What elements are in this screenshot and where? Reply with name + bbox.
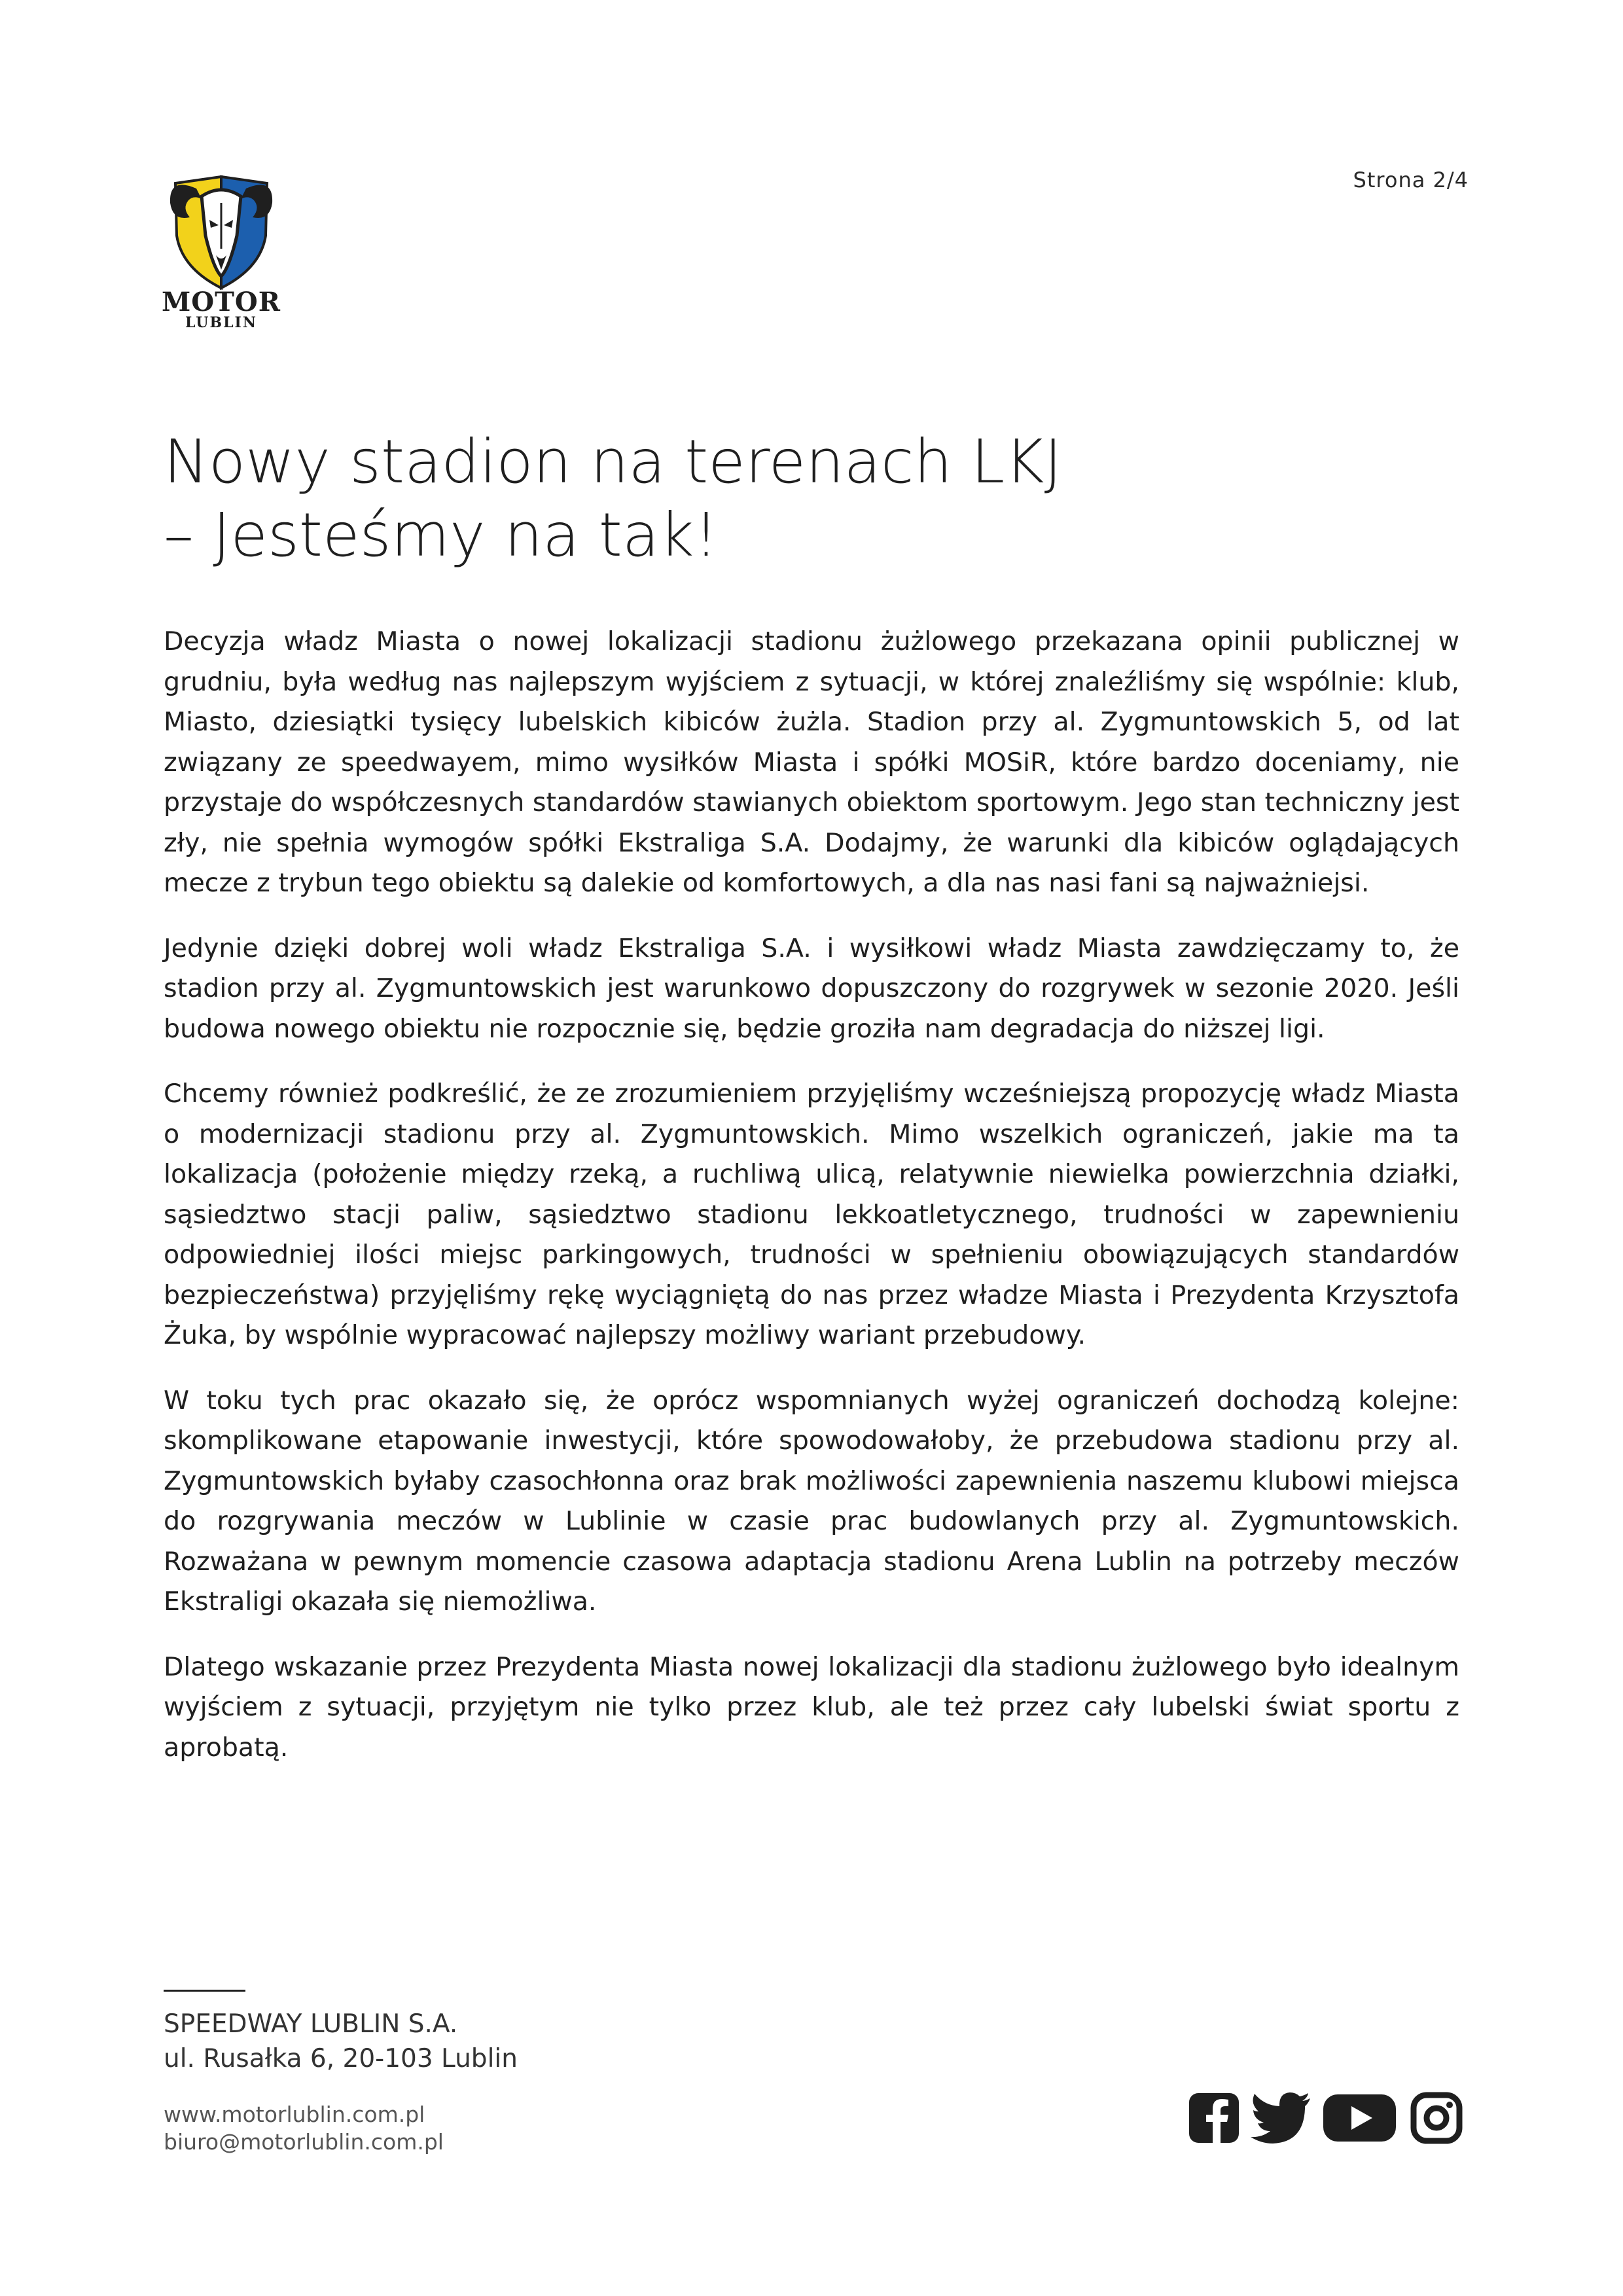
- company-block: [164, 2007, 518, 2076]
- paragraph: Decyzja władz Miasta o nowej lokalizacji stadionu żużlowego przekazana opinii publicznej w grudniu, była według nas najlepszym wyjściem z sytuacji, w której znaleźliśmy się wspólnie: klub, Miasto, dziesiątki tysięcy lubelskich kibiców żużla. Stadion przy al. Zygmuntowskich 5, od lat związany ze speedwayem, mimo wysiłków Miasta i spółki MOSiR, które bardzo doceniamy, nie przystaje do współczesnych standardów stawianych obiektom sportowym. Jego stan techniczny jest zły, nie spełnia wymogów spółki Ekstraliga S.A. Dodajmy, że warunki dla kibiców oglądających mecze z trybun tego obiektu są dalekie od komfortowych, a dla nas nasi fani są najważniejsi.: [164, 626, 1459, 898]
- club-logo: [156, 157, 287, 340]
- paragraph: Chcemy również podkreślić, że ze zrozumieniem przyjęliśmy wcześniejszą propozycję władz Miasta o modernizacji stadionu przy al. Zygmuntowskich. Mimo wszelkich ograniczeń, jakie ma ta lokalizacja (położenie między rzeką, a ruchliwą ulicą, relatywnie niewielka powierzchnia działki, sąsiedztwo stacji paliw, sąsiedztwo stadionu lekkoatletycznego, trudności w zapewnieniu odpowiedniej ilości miejsc parkingowych, trudności w spełnieniu obowiązujących standardów bezpieczeństwa) przyjęliśmy rękę wyciągniętą do nas przez władze Miasta i Prezydenta Krzysztofa Żuka, by wspólnie wypracować najlepszy możliwy wariant przebudowy.: [164, 1079, 1459, 1350]
- ram-crest-icon: [156, 157, 287, 301]
- footer-divider: [164, 1990, 245, 1992]
- paragraph: W toku tych prac okazało się, że oprócz wspomnianych wyżej ograniczeń dochodzą kolejne: skomplikowane etapowanie inwestycji, które spowodowałoby, że przebudowa stadionu przy al. Zygmuntowskich byłaby czasochłonna oraz brak możliwości zapewnienia naszemu klubowi miejsca do rozgrywania meczów w Lublinie w czasie prac budowlanych przy al. Zygmuntowskich. Rozważana w pewnym momencie czasowa adaptacja stadionu Arena Lublin na potrzeby meczów Ekstraligi okazała się niemożliwa.: [164, 1385, 1459, 1617]
- twitter-icon[interactable]: [1250, 2092, 1312, 2144]
- company-address: ul. Rusałka 6, 20-103 Lublin: [164, 2044, 518, 2073]
- article-body: [164, 622, 1459, 1793]
- facebook-icon[interactable]: [1188, 2092, 1240, 2144]
- title-line-2: – Jesteśmy na tak!: [164, 500, 719, 570]
- page-title: [164, 425, 1459, 572]
- logo-wordmark: MOTOR: [162, 287, 281, 317]
- logo-subtitle: LUBLIN: [185, 314, 257, 331]
- page-number: Strona 2/4: [1353, 168, 1469, 192]
- title-line-1: Nowy stadion na terenach LKJ: [164, 427, 1062, 497]
- instagram-icon[interactable]: [1410, 2092, 1463, 2144]
- youtube-icon[interactable]: [1322, 2092, 1397, 2144]
- social-icons: [1188, 2092, 1466, 2157]
- paragraph: Jedynie dzięki dobrej woli władz Ekstraliga S.A. i wysiłkowi władz Miasta zawdzięczamy to, że stadion przy al. Zygmuntowskich jest warunkowo dopuszczony do rozgrywek w sezonie 2020. Jeśli budowa nowego obiektu nie rozpocznie się, będzie groziła nam degradacja do niższej ligi.: [164, 933, 1459, 1044]
- paragraph: Dlatego wskazanie przez Prezydenta Miasta nowej lokalizacji dla stadionu żużlowego było idealnym wyjściem z sytuacji, przyjętym nie tylko przez klub, ale też przez cały lubelski świat sportu z aprobatą.: [164, 1651, 1459, 1763]
- email-link[interactable]: biuro@motorlublin.com.pl: [164, 2129, 444, 2155]
- website-link[interactable]: www.motorlublin.com.pl: [164, 2102, 425, 2127]
- contact-block: [164, 2101, 444, 2156]
- company-name: SPEEDWAY LUBLIN S.A.: [164, 2009, 458, 2039]
